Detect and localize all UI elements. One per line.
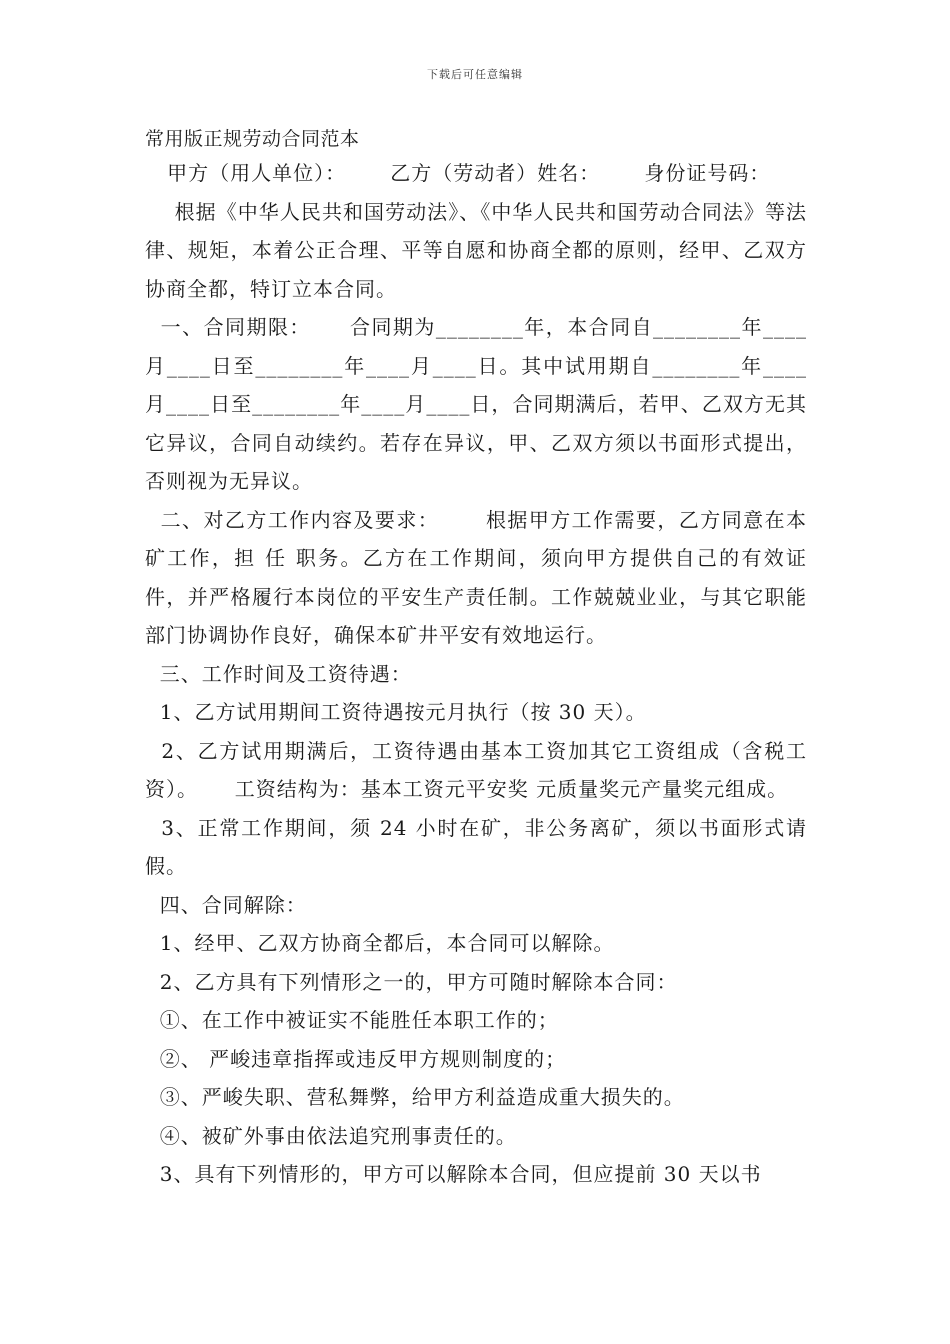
document-title: 常用版正规劳动合同范本 [145, 128, 360, 150]
section-work-content: 二、对乙方工作内容及要求： 根据甲方工作需要，乙方同意在本矿工作，担 任 职务。乙方在工作期间，须向甲方提供自己的有效证件，并严格履行本岗位的平安生产责任制。工作兢兢业业，与其它职能部门协调协作良好，确保本矿井平安有效地运行。 [145, 507, 807, 647]
section-contract-term: 一、合同期限： 合同期为________年，本合同自________年____月____日至________年____月____日。其中试用期自________年____月____日至________年____月____日，合同期满后，若甲、乙双方无其它异议，合同自动续约。若存在异议，甲、乙双方须以书面形式提出，否则视为无异议。 [145, 315, 807, 493]
clause-4-3: 3、具有下列情形的，甲方可以解除本合同，但应提前 30 天以书 [145, 1162, 762, 1186]
clause-4-2-item-3: ③、严峻失职、营私舞弊，给甲方利益造成重大损失的。 [145, 1085, 685, 1109]
clause-3-1: 1、乙方试用期间工资待遇按元月执行（按 30 天）。 [145, 700, 647, 724]
parties-line: 甲方（用人单位）： 乙方（劳动者）姓名： 身份证号码： [145, 161, 771, 185]
header-note: 下载后可任意编辑 [427, 68, 523, 81]
section-termination-heading: 四、合同解除： [145, 892, 307, 917]
clause-4-2-item-1: ①、在工作中被证实不能胜任本职工作的； [145, 1008, 559, 1032]
clause-4-2: 2、乙方具有下列情形之一的，甲方可随时解除本合同： [145, 969, 678, 994]
clause-4-1: 1、经甲、乙双方协商全都后，本合同可以解除。 [145, 931, 615, 955]
section-work-time-heading: 三、工作时间及工资待遇： [145, 661, 412, 686]
clause-3-3: 3、正常工作期间，须 24 小时在矿，非公务离矿，须以书面形式请假。 [145, 815, 808, 878]
document-body [145, 154, 807, 1194]
clause-4-2-item-4: ④、被矿外事由依法追究刑事责任的。 [145, 1123, 517, 1148]
clause-3-2: 2、乙方试用期满后，工资待遇由基本工资加其它工资组成（含税工资）。 工资结构为：基本工资元平安奖 元质量奖元产量奖元组成。 [145, 738, 807, 801]
clause-4-2-item-2: ②、 严峻违章指挥或违反甲方规则制度的； [145, 1046, 567, 1071]
preamble-paragraph: 根据《中华人民共和国劳动法》、《中华人民共和国劳动合同法》等法律、规矩，本着公正合理、平等自愿和协商全都的原则，经甲、乙双方协商全都，特订立本合同。 [145, 199, 808, 301]
